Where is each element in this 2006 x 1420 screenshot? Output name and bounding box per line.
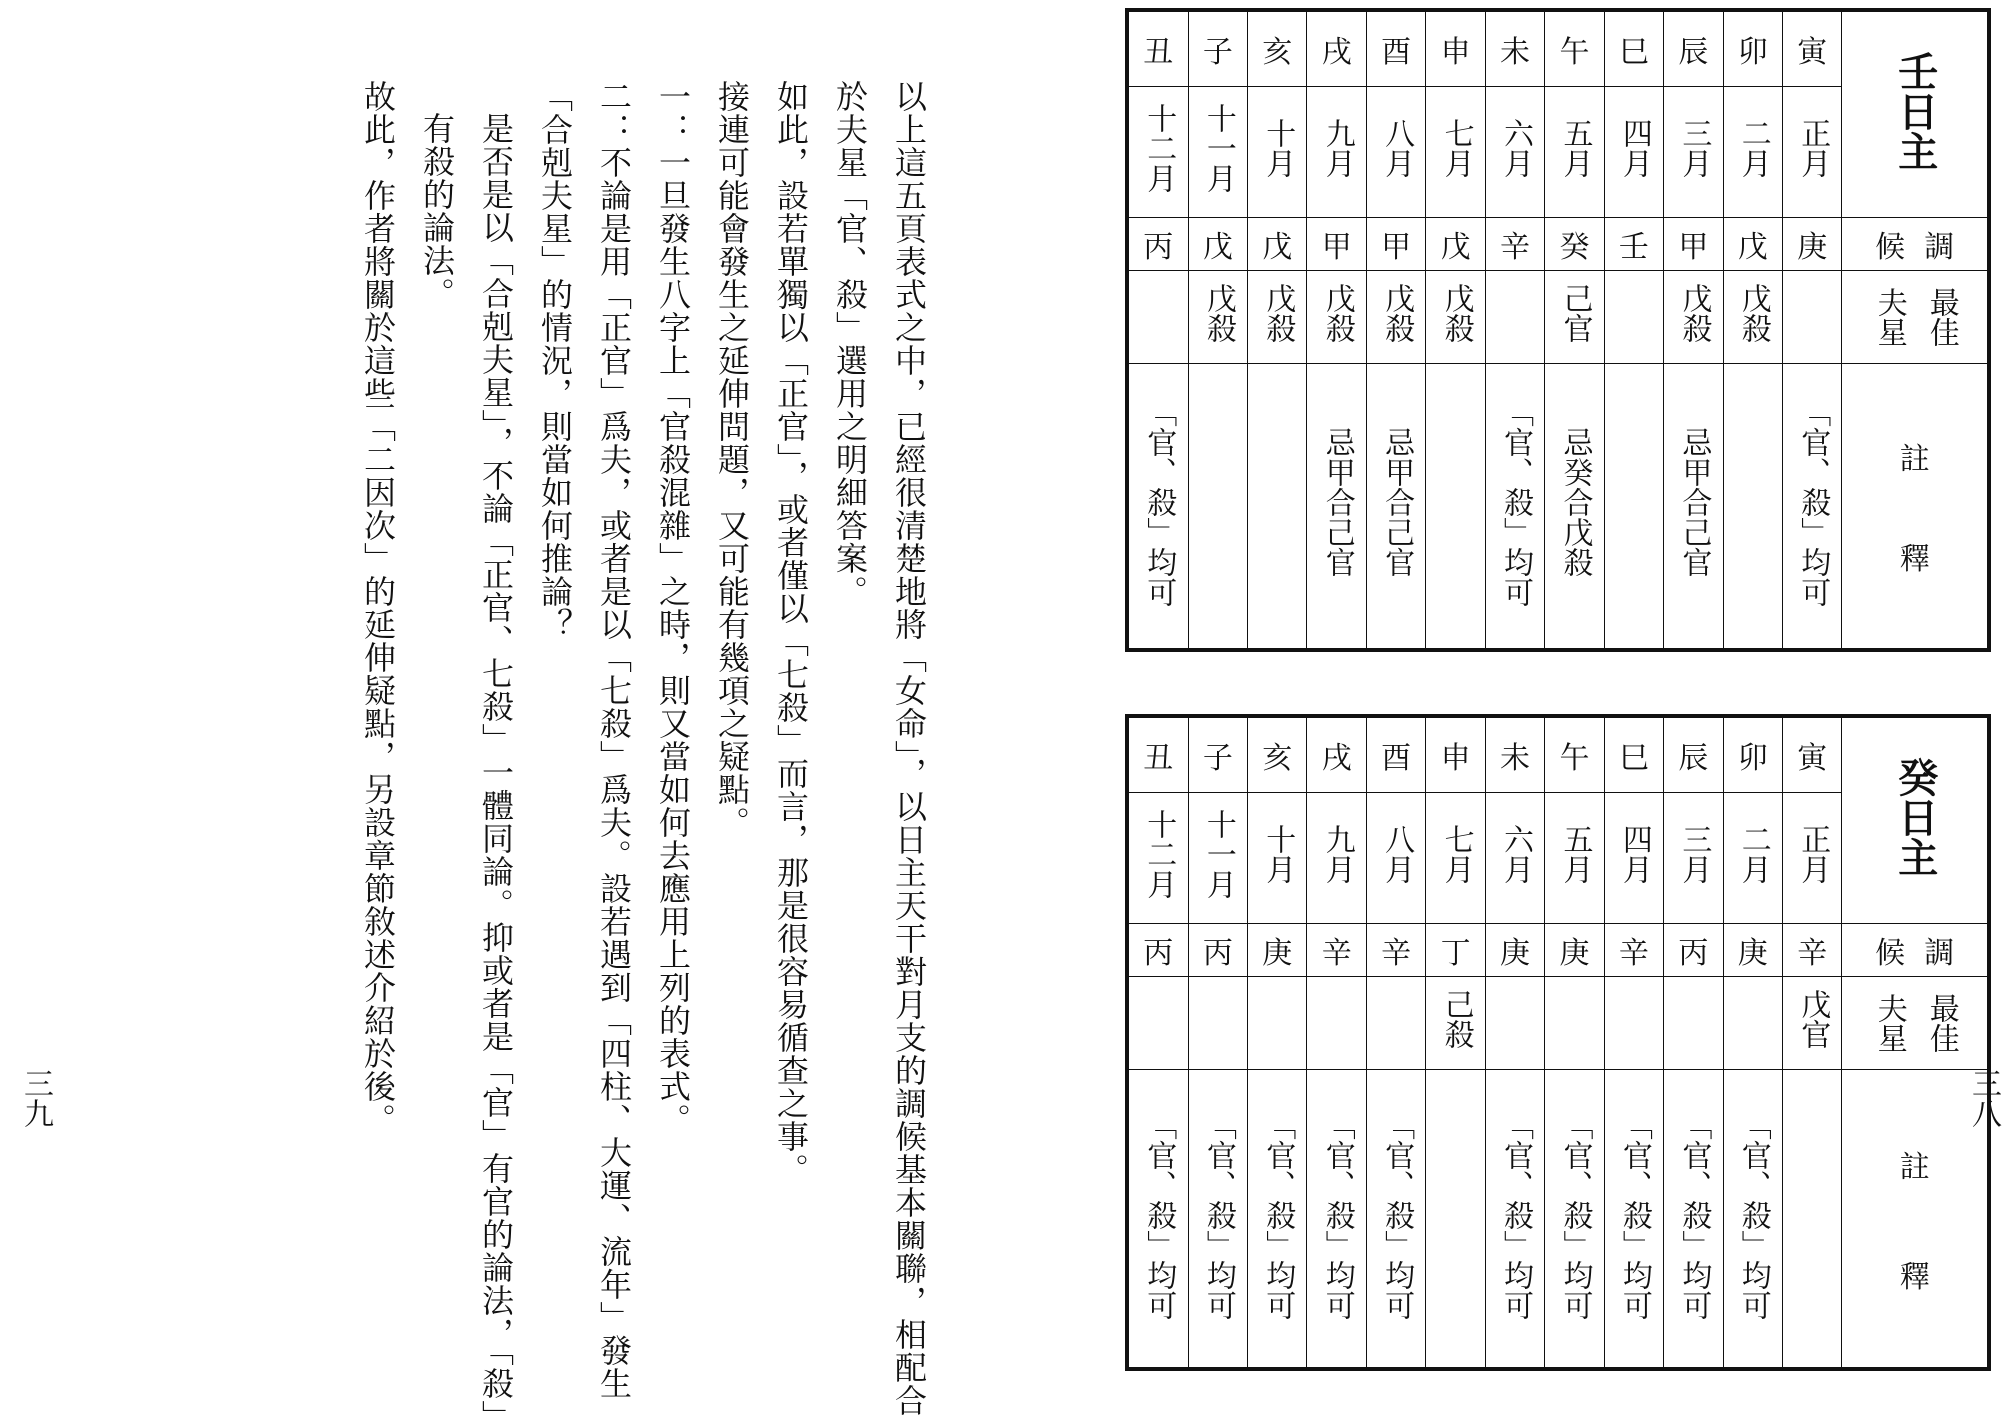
tiaohou-cell: 庚 [1545,924,1604,977]
paragraph: 故此，作者將關於這些「二因次」的延伸疑點，另設章節敘述介紹於後。 [359,80,397,1136]
list-item: 二：不論是用「正官」爲夫，或者是以「七殺」爲夫。設若遇到「四柱、大運、流年」發生「合剋夫星」的情況，則當如何推論？ [536,80,633,1400]
branch-cell: 寅 [1782,716,1841,793]
branch-cell: 亥 [1248,716,1307,793]
month-cell: 九月 [1307,793,1366,924]
fuxing-cell [1127,271,1188,364]
month-cell: 七月 [1426,793,1485,924]
paragraph: 如此，設若單獨以「正官」，或者僅以「七殺」而言，那是很容易循查之事。 [772,80,810,1186]
note-cell [1426,1070,1485,1370]
header-notes: 註 釋 [1842,364,1989,651]
table-title: 壬日主 [1842,10,1989,218]
tiaohou-cell: 丙 [1127,218,1188,271]
month-cell: 三月 [1664,87,1723,218]
month-cell: 十二月 [1127,793,1188,924]
tiaohou-cell: 戊 [1426,218,1485,271]
fuxing-cell: 戊殺 [1723,271,1782,364]
tiaohou-cell: 辛 [1782,924,1841,977]
table-title: 癸日主 [1842,716,1989,924]
tiaohou-cell: 壬 [1604,218,1663,271]
month-cell: 八月 [1366,793,1425,924]
note-cell: 「官、殺」均可 [1307,1070,1366,1370]
tiaohou-cell: 甲 [1664,218,1723,271]
tiaohou-cell: 辛 [1366,924,1425,977]
branch-cell: 酉 [1366,10,1425,87]
tiaohou-cell: 甲 [1307,218,1366,271]
note-cell [1248,364,1307,651]
tiaohou-cell: 辛 [1307,924,1366,977]
branch-cell: 丑 [1127,716,1188,793]
note-cell: 「官、殺」均可 [1248,1070,1307,1370]
note-cell: 忌甲合己官 [1307,364,1366,651]
tiaohou-cell: 丁 [1426,924,1485,977]
month-cell: 九月 [1307,87,1366,218]
paragraph: 以上這五頁表式之中，已經很清楚地將「女命」，以日主天干對月支的調候基本關聯，相配合於夫星「官、殺」選用之明細答案。 [831,80,928,1417]
note-cell: 「官、殺」均可 [1188,1070,1247,1370]
tiaohou-cell: 辛 [1485,218,1544,271]
branch-cell: 戌 [1307,716,1366,793]
fuxing-cell: 戊殺 [1307,271,1366,364]
branch-cell: 寅 [1782,10,1841,87]
note-cell [1426,364,1485,651]
branch-cell: 辰 [1664,716,1723,793]
paragraph: 接連可能會發生之延伸問題，又可能有幾項之疑點。 [713,80,751,839]
table-ren-day-master [1125,8,1991,652]
header-notes: 註 釋 [1842,1070,1989,1370]
fuxing-cell [1307,977,1366,1070]
note-cell: 「官、殺」均可 [1604,1070,1663,1370]
fuxing-cell: 己殺 [1426,977,1485,1070]
month-cell: 十一月 [1188,87,1247,218]
tiaohou-cell: 甲 [1366,218,1425,271]
note-cell: 「官、殺」均可 [1485,1070,1544,1370]
branch-cell: 申 [1426,10,1485,87]
fuxing-cell: 戊殺 [1248,271,1307,364]
tiaohou-cell: 庚 [1782,218,1841,271]
fuxing-cell [1723,977,1782,1070]
branch-cell: 申 [1426,716,1485,793]
header-fuxing: 最佳 夫星 [1842,271,1989,364]
note-cell: 「官、殺」均可 [1782,364,1841,651]
tiaohou-cell: 辛 [1604,924,1663,977]
tiaohou-cell: 丙 [1664,924,1723,977]
header-tiaohou: 候 調 [1842,924,1989,977]
tiaohou-cell: 癸 [1545,218,1604,271]
branch-cell: 子 [1188,716,1247,793]
month-cell: 七月 [1426,87,1485,218]
list-item: 一：一旦發生八字上「官殺混雜」之時，則又當如何去應用上列的表式。 [654,80,692,1136]
fuxing-cell: 戊殺 [1366,271,1425,364]
fuxing-cell [1604,271,1663,364]
branch-cell: 戌 [1307,10,1366,87]
note-cell: 「官、殺」均可 [1127,1070,1188,1370]
tiaohou-cell: 庚 [1723,924,1782,977]
note-cell [1604,364,1663,651]
prose-text [359,80,938,1420]
branch-cell: 卯 [1723,10,1782,87]
fuxing-cell: 戊殺 [1188,271,1247,364]
note-cell [1782,1070,1841,1370]
month-cell: 八月 [1366,87,1425,218]
header-fuxing: 最佳 夫星 [1842,977,1989,1070]
branch-cell: 丑 [1127,10,1188,87]
month-cell: 十二月 [1127,87,1188,218]
fuxing-cell [1248,977,1307,1070]
note-cell: 「官、殺」均可 [1127,364,1188,651]
fuxing-cell [1485,271,1544,364]
month-cell: 正月 [1782,793,1841,924]
month-cell: 三月 [1664,793,1723,924]
note-cell [1723,364,1782,651]
tiaohou-cell: 戊 [1723,218,1782,271]
month-cell: 二月 [1723,87,1782,218]
month-cell: 十月 [1248,793,1307,924]
header-tiaohou: 候 調 [1842,218,1989,271]
fuxing-cell [1604,977,1663,1070]
month-cell: 十一月 [1188,793,1247,924]
branch-cell: 巳 [1604,716,1663,793]
fuxing-cell [1188,977,1247,1070]
branch-cell: 午 [1545,10,1604,87]
branch-cell: 卯 [1723,716,1782,793]
branch-cell: 未 [1485,716,1544,793]
branch-cell: 辰 [1664,10,1723,87]
tiaohou-cell: 庚 [1485,924,1544,977]
branch-cell: 未 [1485,10,1544,87]
month-cell: 四月 [1604,87,1663,218]
fuxing-cell: 己官 [1545,271,1604,364]
fuxing-cell: 戊殺 [1664,271,1723,364]
paragraph: 是否是以「合剋夫星」，不論「正官、七殺」一體同論。抑或者是「官」有官的論法，「殺」有殺的論法。 [418,112,515,1417]
note-cell: 「官、殺」均可 [1723,1070,1782,1370]
branch-cell: 巳 [1604,10,1663,87]
branch-cell: 亥 [1248,10,1307,87]
branch-cell: 酉 [1366,716,1425,793]
note-cell: 忌甲合己官 [1664,364,1723,651]
tiaohou-cell: 戊 [1248,218,1307,271]
note-cell: 「官、殺」均可 [1485,364,1544,651]
fuxing-cell [1545,977,1604,1070]
note-cell: 「官、殺」均可 [1545,1070,1604,1370]
note-cell: 「官、殺」均可 [1366,1070,1425,1370]
note-cell: 忌癸合戊殺 [1545,364,1604,651]
month-cell: 十月 [1248,87,1307,218]
table-gui-day-master [1125,714,1991,1371]
fuxing-cell [1664,977,1723,1070]
tiaohou-cell: 戊 [1188,218,1247,271]
branch-cell: 子 [1188,10,1247,87]
page-number-left: 三九 [18,1068,53,1128]
fuxing-cell [1366,977,1425,1070]
fuxing-cell [1782,271,1841,364]
note-cell [1188,364,1247,651]
note-cell: 忌甲合己官 [1366,364,1425,651]
month-cell: 六月 [1485,793,1544,924]
tiaohou-cell: 庚 [1248,924,1307,977]
month-cell: 五月 [1545,87,1604,218]
month-cell: 六月 [1485,87,1544,218]
tiaohou-cell: 丙 [1127,924,1188,977]
month-cell: 正月 [1782,87,1841,218]
page-number-right: 三八 [1966,1068,2001,1128]
month-cell: 五月 [1545,793,1604,924]
fuxing-cell [1127,977,1188,1070]
branch-cell: 午 [1545,716,1604,793]
fuxing-cell [1485,977,1544,1070]
month-cell: 四月 [1604,793,1663,924]
tiaohou-cell: 丙 [1188,924,1247,977]
fuxing-cell: 戊殺 [1426,271,1485,364]
month-cell: 二月 [1723,793,1782,924]
fuxing-cell: 戊官 [1782,977,1841,1070]
note-cell: 「官、殺」均可 [1664,1070,1723,1370]
